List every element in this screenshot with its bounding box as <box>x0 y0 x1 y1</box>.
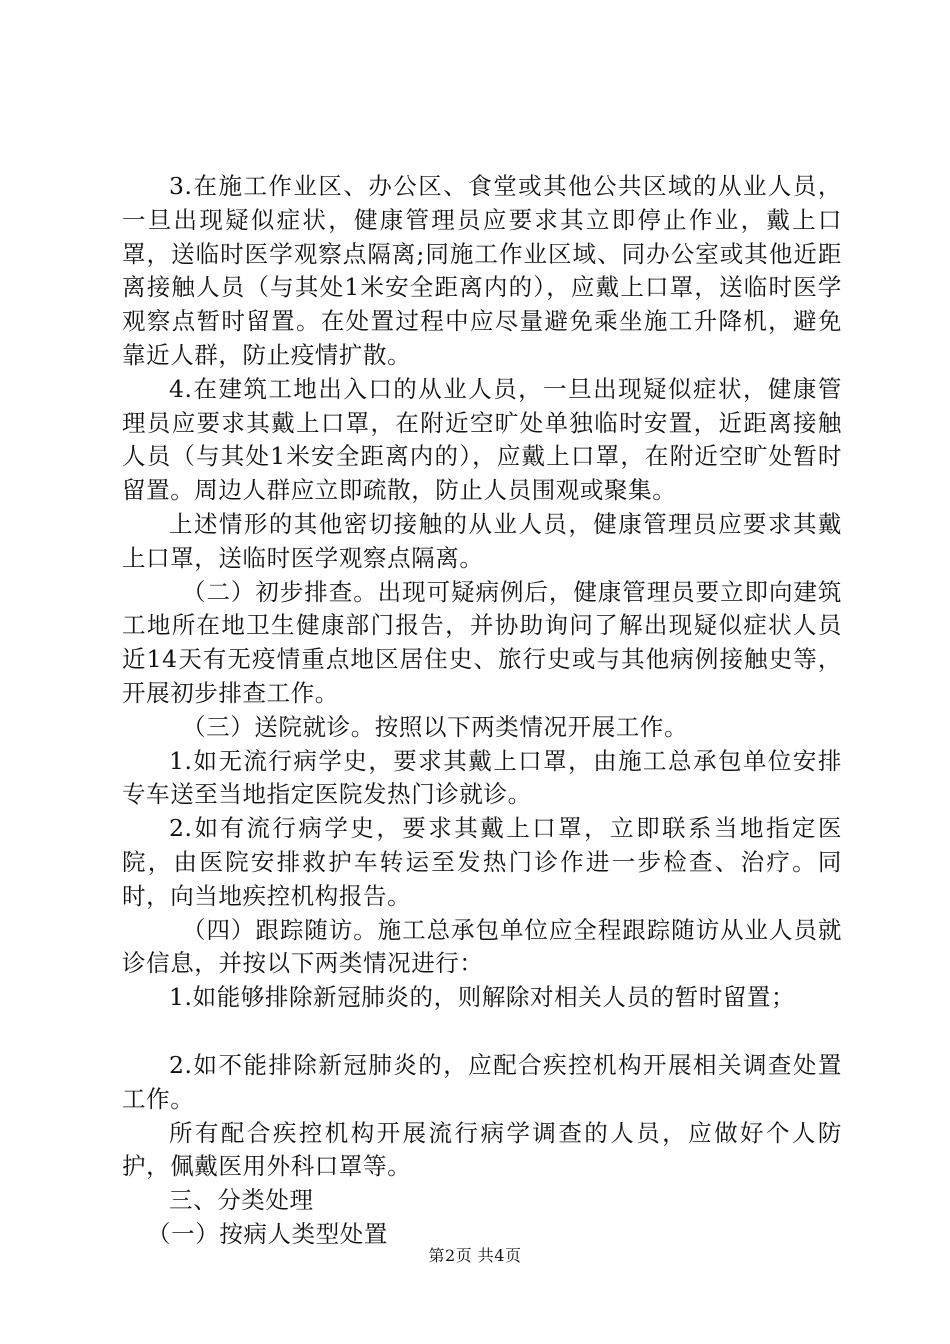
subsection-heading-by-patient-type: （一）按病人类型处置 <box>147 1219 388 1248</box>
section-heading-classification: 三、分类处理 <box>169 1186 314 1215</box>
paragraph-section-4-follow-up: （四）跟踪随访。施工总承包单位应全程跟踪随访从业人员就诊信息，并按以下两类情况进行： <box>122 915 842 978</box>
paragraph-close-contacts: 上述情形的其他密切接触的从业人员，健康管理员应要求其戴上口罩，送临时医学观察点隔离。 <box>122 509 842 572</box>
page-number-footer: 第2页 共4页 <box>428 1246 522 1265</box>
document-body <box>122 170 842 1252</box>
paragraph-personal-protection: 所有配合疾控机构开展流行病学调查的人员，应做好个人防护，佩戴医用外科口罩等。 <box>122 1118 842 1181</box>
paragraph-gap <box>122 1015 842 1049</box>
paragraph-section-2-preliminary-screening: （二）初步排查。出现可疑病例后，健康管理员要立即向建筑工地所在地卫生健康部门报告，并协助询问了解出现疑似症状人员近14天有无疫情重点地区居住史、旅行史或与其他病例接触史等，开展初步排查工作。 <box>122 577 842 707</box>
paragraph-item-3: 3.在施工作业区、办公区、食堂或其他公共区域的从业人员，一旦出现疑似症状，健康管理员应要求其立即停止作业，戴上口罩，送临时医学观察点隔离;同施工作业区域、同办公室或其他近距离接触人员（与其处1米安全距离内的），应戴上口罩，送临时医学观察点暂时留置。在处置过程中应尽量避免乘坐施工升降机，避免靠近人群，防止疫情扩散。 <box>122 172 842 369</box>
paragraph-item-4: 4.在建筑工地出入口的从业人员，一旦出现疑似症状，健康管理员应要求其戴上口罩，在附近空旷处单独临时安置，近距离接触人员（与其处1米安全距离内的），应戴上口罩，在附近空旷处暂时留置。周边人群应立即疏散，防止人员围观或聚集。 <box>122 374 842 505</box>
paragraph-section-3-hospital-visit: （三）送院就诊。按照以下两类情况开展工作。 <box>182 712 689 741</box>
paragraph-no-epidemiological-history: 1.如无流行病学史，要求其戴上口罩，由施工总承包单位安排专车送至当地指定医院发热门诊就诊。 <box>122 746 842 809</box>
paragraph-follow-up-item-1: 1.如能够排除新冠肺炎的，则解除对相关人员的暂时留置； <box>169 983 796 1012</box>
paragraph-with-epidemiological-history: 2.如有流行病学史，要求其戴上口罩，立即联系当地指定医院，由医院安排救护车转运至发热门诊作进一步检查、治疗。同时，向当地疾控机构报告。 <box>122 814 842 910</box>
paragraph-follow-up-item-2: 2.如不能排除新冠肺炎的，应配合疾控机构开展相关调查处置工作。 <box>122 1050 842 1113</box>
